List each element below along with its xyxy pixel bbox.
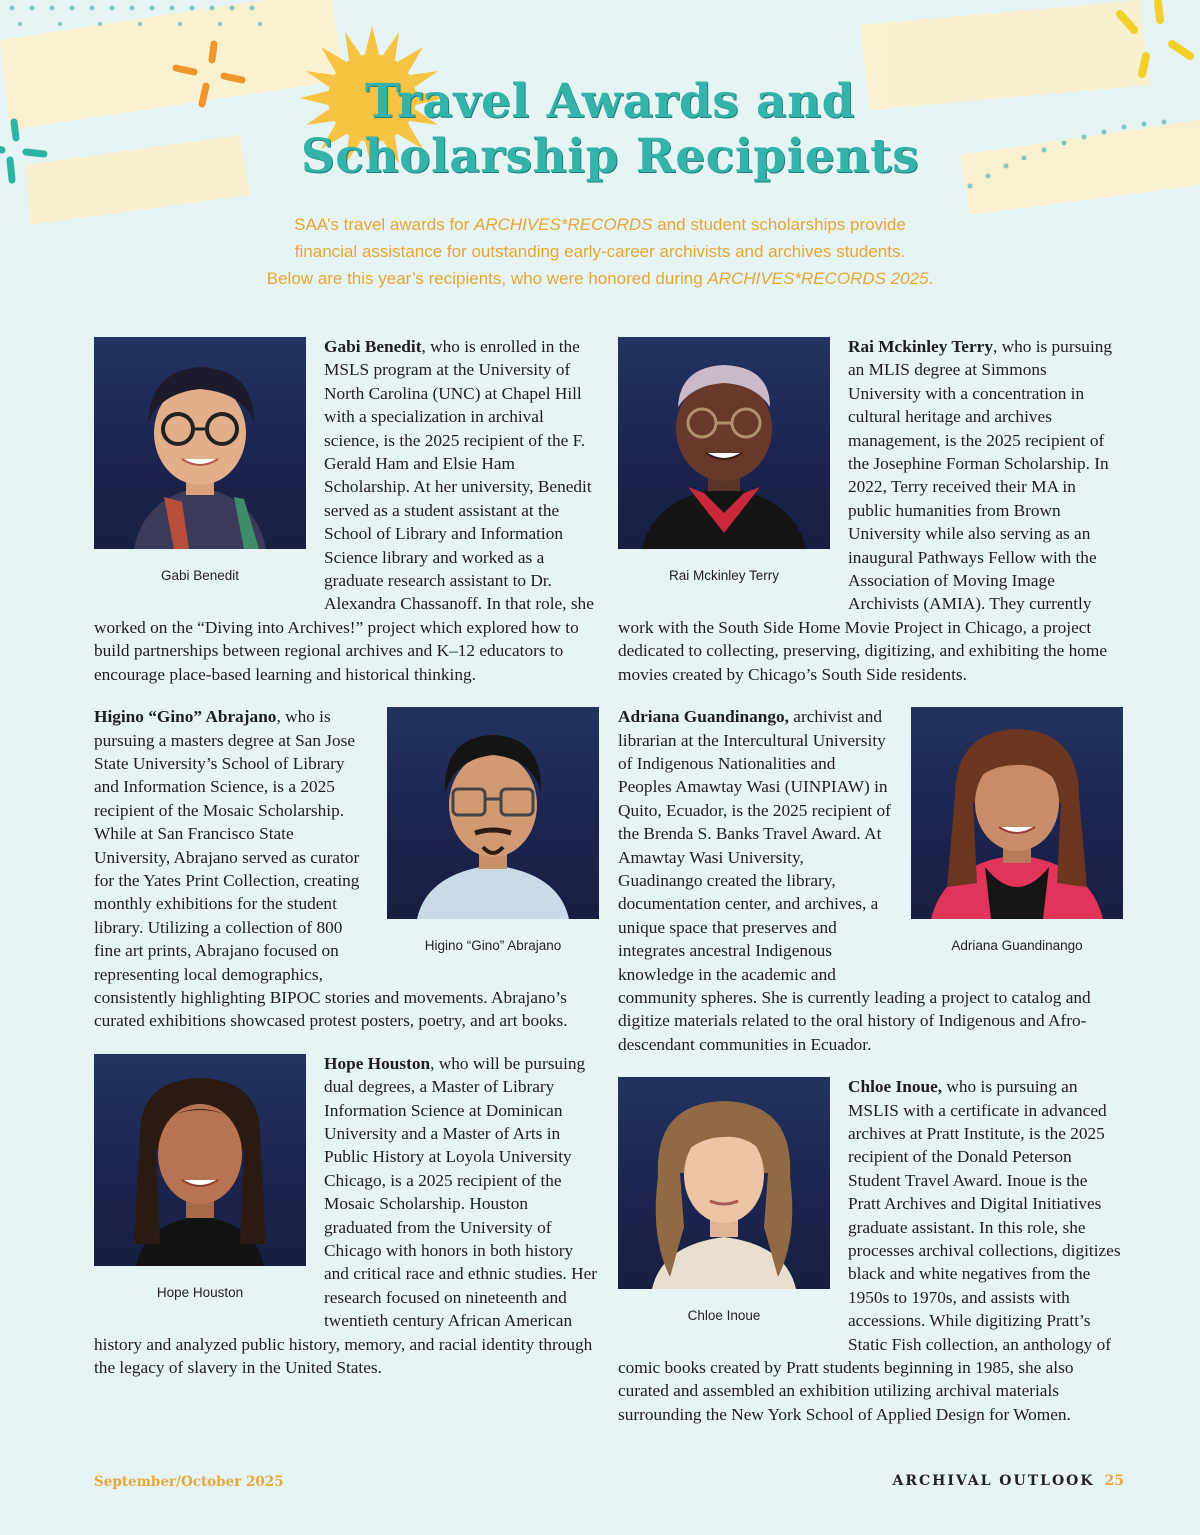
recipient-name: Adriana Guandinango, <box>618 707 789 727</box>
recipient-name: Rai Mckinley Terry <box>848 337 993 356</box>
portrait-illustration <box>618 337 830 549</box>
portrait-illustration <box>94 1054 306 1266</box>
photo-caption: Hope Houston <box>156 1284 244 1300</box>
recipient-bio: , who is pursuing an MLIS degree at Simmons University with a concentration in cultural heritage and archives management, is the 2025 recipient of the Josephine Forman Scholarship. In 2022, Terry received their MA in public humanities from Brown University while also serving as an inaugural Pathways Fellow with the Association of Moving Image Archivists (AMIA). They currently work with the South Side Home Movie Project in Chicago, a project dedicated to collecting, preserving, digitizing, and exhibiting the home movies created by Chicago’s South Side residents. <box>618 337 1113 684</box>
recipient-photo <box>94 1054 306 1266</box>
magazine-name: ARCHIVAL OUTLOOK <box>892 1473 1095 1489</box>
magazine-footer <box>893 1473 1124 1489</box>
intro-paragraph <box>150 211 1050 292</box>
recipient-entry-inoue <box>618 1075 1123 1426</box>
recipient-entry-benedit <box>94 335 599 686</box>
intro-text: SAA’s travel awards for <box>294 215 474 234</box>
recipient-entry-guandinango <box>618 705 1123 1056</box>
photo-figure <box>618 337 830 587</box>
intro-event-name: ARCHIVES*RECORDS <box>474 215 653 234</box>
intro-text: and student scholarships provide <box>652 215 906 234</box>
intro-text: Below are this year’s recipients, who were honored during <box>266 269 708 288</box>
recipient-bio: , who is enrolled in the MSLS program at the University of North Carolina (UNC) at Chapel Hill with a specialization in archival science, is the 2025 recipient of the F. Gerald Ham and Elsie Ham Scholarship. At her university, Benedit served as a student assistant at the School of Library and Information Science library and worked as a graduate research assistant to Dr. Alexandra Chassanoff. In that role, she worked on the “Diving into Archives!” project which explored how to build partnerships between regional archives and K–12 educators to encourage place-based learning and historical thinking. <box>94 337 594 684</box>
recipient-bio: archivist and librarian at the Intercultural University of Indigenous Nationalities and Peoples Amawtay Wasi (UINPIAW) in Quito, Ecuador, is the 2025 recipient of the Brenda S. Banks Travel Award. At Amawtay Wasi University, Guadinango created the library, documentation center, and archives, a unique space that preserves and integrates ancestral Indigenous knowledge in the academic and community spheres. She is currently leading a project to catalog and digitize materials related to the oral history of Indigenous and Afro-descendant communities in Ecuador. <box>618 707 1091 1054</box>
photo-figure <box>94 337 306 587</box>
intro-text: . <box>928 269 934 288</box>
recipient-photo <box>911 707 1123 919</box>
portrait-illustration <box>94 337 306 549</box>
portrait-illustration <box>618 1077 830 1289</box>
photo-figure <box>618 1077 830 1327</box>
page-title <box>250 74 970 184</box>
recipient-name: Higino “Gino” Abrajano <box>94 707 277 727</box>
recipient-photo <box>94 337 306 549</box>
recipient-name: Hope Houston <box>324 1053 431 1073</box>
intro-text: financial assistance for outstanding early-career archivists and archives students. <box>294 242 906 261</box>
recipient-photo <box>387 707 599 919</box>
recipient-name: Gabi Benedit <box>324 337 422 356</box>
photo-figure <box>387 707 599 957</box>
photo-caption: Higino “Gino” Abrajano <box>424 938 562 954</box>
photo-caption: Adriana Guandinango <box>951 938 1083 954</box>
portrait-illustration <box>911 707 1123 919</box>
page-number: 25 <box>1104 1473 1124 1489</box>
title-line-1: Travel Awards and <box>364 74 856 129</box>
photo-caption: Gabi Benedit <box>160 568 240 583</box>
portrait-illustration <box>387 707 599 919</box>
title-line-2: Scholarship Recipients <box>300 129 920 184</box>
photo-figure <box>911 707 1123 957</box>
photo-caption: Chloe Inoue <box>687 1308 761 1324</box>
recipient-name: Chloe Inoue, <box>848 1077 943 1097</box>
photo-caption: Rai Mckinley Terry <box>668 568 780 583</box>
recipient-bio: , who will be pursuing dual degrees, a Master of Library Information Science at Dominican University and a Master of Arts in Public History at Loyola University Chicago, is a 2025 recipient of the Mosaic Scholarship. Houston graduated from the University of Chicago with honors in both history and critical race and ethnic studies. Her research focused on nineteenth and twentieth century African American history and analyzed public history, memory, and racial identity through the legacy of slavery in the United States. <box>94 1053 598 1378</box>
recipient-bio: , who is pursuing a masters degree at San Jose State University’s School of Library and Information Science, is a 2025 recipient of the Mosaic Scholarship. While at San Francisco State University, Abrajano served as curator for the Yates Print Collection, creating monthly exhibitions for the student library. Utilizing a collection of 800 fine art prints, Abrajano focused on representing local demographics, consistently highlighting BIPOC stories and movements. Abrajano’s curated exhibitions showcased protest posters, poetry, and art books. <box>94 707 568 1031</box>
recipient-entry-houston <box>94 1052 599 1380</box>
issue-date: September/October 2025 <box>94 1474 284 1490</box>
recipient-photo <box>618 1077 830 1289</box>
photo-figure <box>94 1054 306 1304</box>
right-column <box>618 335 1123 1426</box>
recipient-bio: who is pursuing an MSLIS with a certificate in advanced archives at Pratt Institute, is the 2025 recipient of the Donald Peterson Student Travel Award. Inoue is the Pratt Archives and Digital Initiatives graduate assistant. In this role, she processes archival collections, digitizes black and white negatives from the 1950s to 1970s, and assists with accessions. While digitizing Pratt’s Static Fish collection, an anthology of comic books created by Pratt students beginning in 1985, she also curated and assembled an exhibition utilizing archival materials surrounding the New York School of Applied Design for Women. <box>618 1077 1121 1424</box>
recipient-entry-abrajano <box>94 705 599 1033</box>
left-column <box>94 335 599 1379</box>
recipient-entry-terry <box>618 335 1123 686</box>
recipient-photo <box>618 337 830 549</box>
intro-event-name: ARCHIVES*RECORDS 2025 <box>707 269 929 288</box>
